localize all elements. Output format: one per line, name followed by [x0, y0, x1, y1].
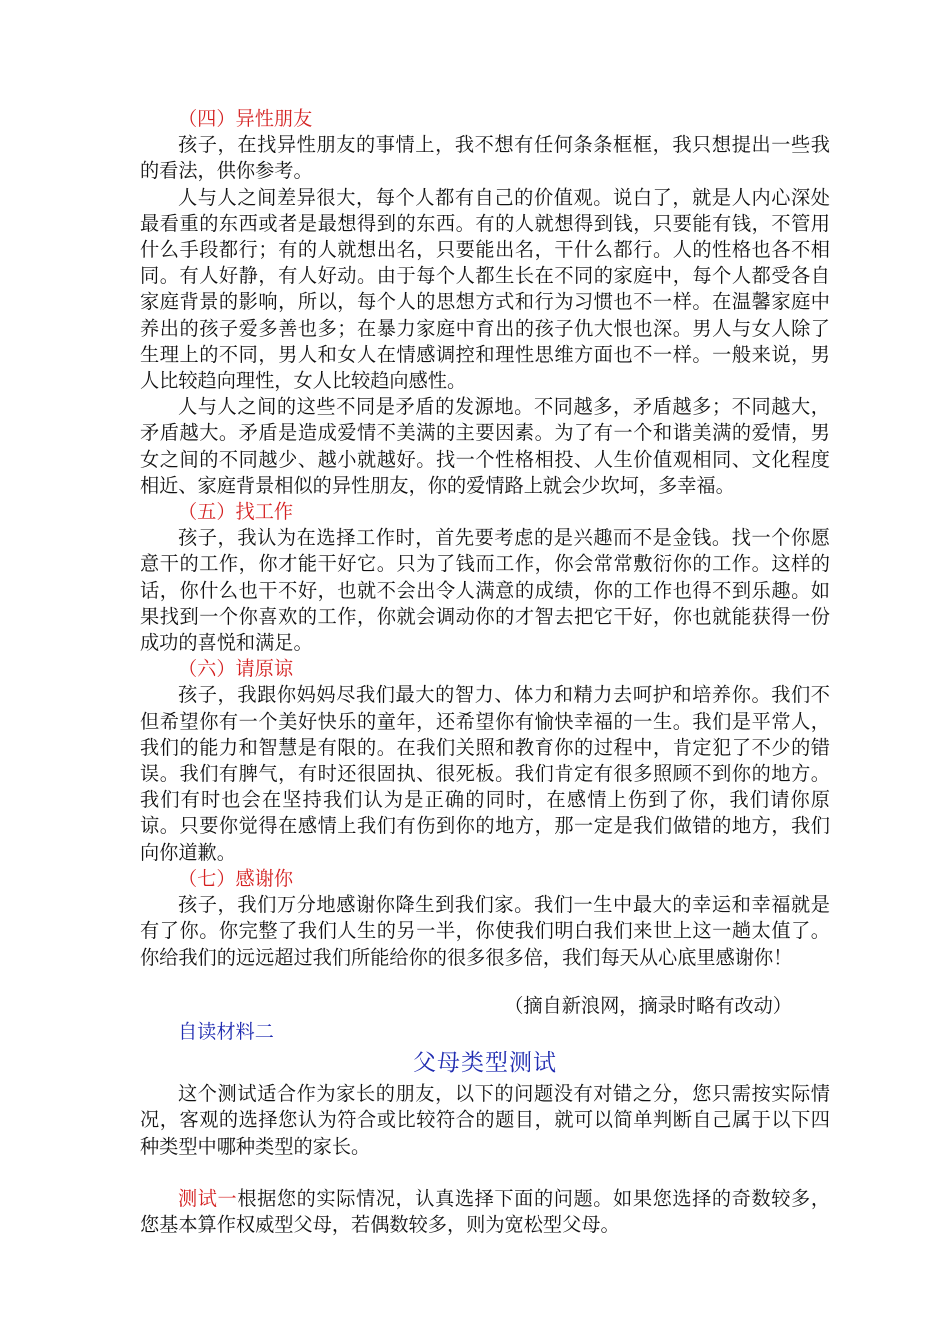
section-heading-4: （四）异性朋友 — [178, 107, 313, 130]
paragraph: 人与人之间差异很大，每个人都有自己的价值观。说白了，就是人内心深处最看重的东西或者是最想得到的东西。有的人就想得到钱，只要能有钱，不管用什么手段都行；有的人就想出名，只要能出名，干什么都行。人的性格也各不相同。有人好静，有人好动。由于每个人都生长在不同的家庭中，每个人都受各自家庭背景的影响，所以，每个人的思想方式和行为习惯也不一样。在温馨家庭中养出的孩子爱多善也多；在暴力家庭中育出的孩子仇大恨也深。男人与女人除了生理上的不同，男人和女人在情感调控和理性思维方面也不一样。一般来说，男人比较趋向理性，女人比较趋向感性。 — [140, 185, 830, 393]
document-page — [140, 106, 830, 1238]
section-heading-5: （五）找工作 — [178, 500, 294, 524]
paragraph: 孩子，我跟你妈妈尽我们最大的智力、体力和精力去呵护和培养你。我们不但希望你有一个美好快乐的童年，还希望你有愉快幸福的一生。我们是平常人，我们的能力和智慧是有限的。在我们关照和教育你的过程中，肯定犯了不少的错误。我们有脾气，有时还很固执、很死板。我们肯定有很多照顾不到你的地方。我们有时也会在坚持我们认为是正确的同时，在感情上伤到了你，我们请你原谅。只要你觉得在感情上我们有伤到你的地方，那一定是我们做错的地方，我们向你道歉。 — [140, 683, 830, 864]
paragraph: 孩子，我们万分地感谢你降生到我们家。我们一生中最大的幸运和幸福就是有了你。你完整了我们人生的另一半，你使我们明白我们来世上这一趟太值了。你给我们的远远超过我们所能给你的很多很多倍，我们每天从心底里感谢你！ — [140, 893, 830, 969]
reader-label: 自读材料二 — [178, 1019, 274, 1043]
paragraph: 孩子，我认为在选择工作时，首先要考虑的是兴趣而不是金钱。找一个你愿意干的工作，你才能干好它。只为了钱而工作，你会常常敷衍你的工作。这样的话，你什么也干不好，也就不会出令人满意的成绩，你的工作也得不到乐趣。如果找到一个你喜欢的工作，你就会调动你的才智去把它干好，你也就能获得一份成功的喜悦和满足。 — [140, 526, 830, 655]
paragraph: 孩子，在找异性朋友的事情上，我不想有任何条条框框，我只想提出一些我的看法，供你参考。 — [140, 133, 830, 183]
intro-paragraph: 这个测试适合作为家长的朋友，以下的问题没有对错之分，您只需按实际情况，客观的选择您认为符合或比较符合的题目，就可以简单判断自己属于以下四种类型中哪种类型的家长。 — [140, 1082, 830, 1158]
paragraph: 人与人之间的这些不同是矛盾的发源地。不同越多，矛盾越多；不同越大，矛盾越大。矛盾是造成爱情不美满的主要因素。为了有一个和谐美满的爱情，男女之间的不同越少、越小就越好。找一个性格相投、人生价值观相同、文化程度相近、家庭背景相似的异性朋友，你的爱情路上就会少坎坷，多幸福。 — [140, 395, 830, 497]
test1-paragraph — [140, 1186, 830, 1238]
source-note: （摘自新浪网，摘录时略有改动） — [504, 993, 792, 1017]
test-title: 父母类型测试 — [413, 1050, 557, 1077]
test1-text: 根据您的实际情况，认真选择下面的问题。如果您选择的奇数较多，您基本算作权威型父母，若偶数较多，则为宽松型父母。 — [140, 1186, 831, 1236]
test1-lead: 测试一 — [178, 1186, 238, 1210]
section-heading-7: （七）感谢你 — [178, 866, 294, 890]
section-heading-6: （六）请原谅 — [178, 657, 294, 681]
spacer — [140, 1160, 830, 1186]
